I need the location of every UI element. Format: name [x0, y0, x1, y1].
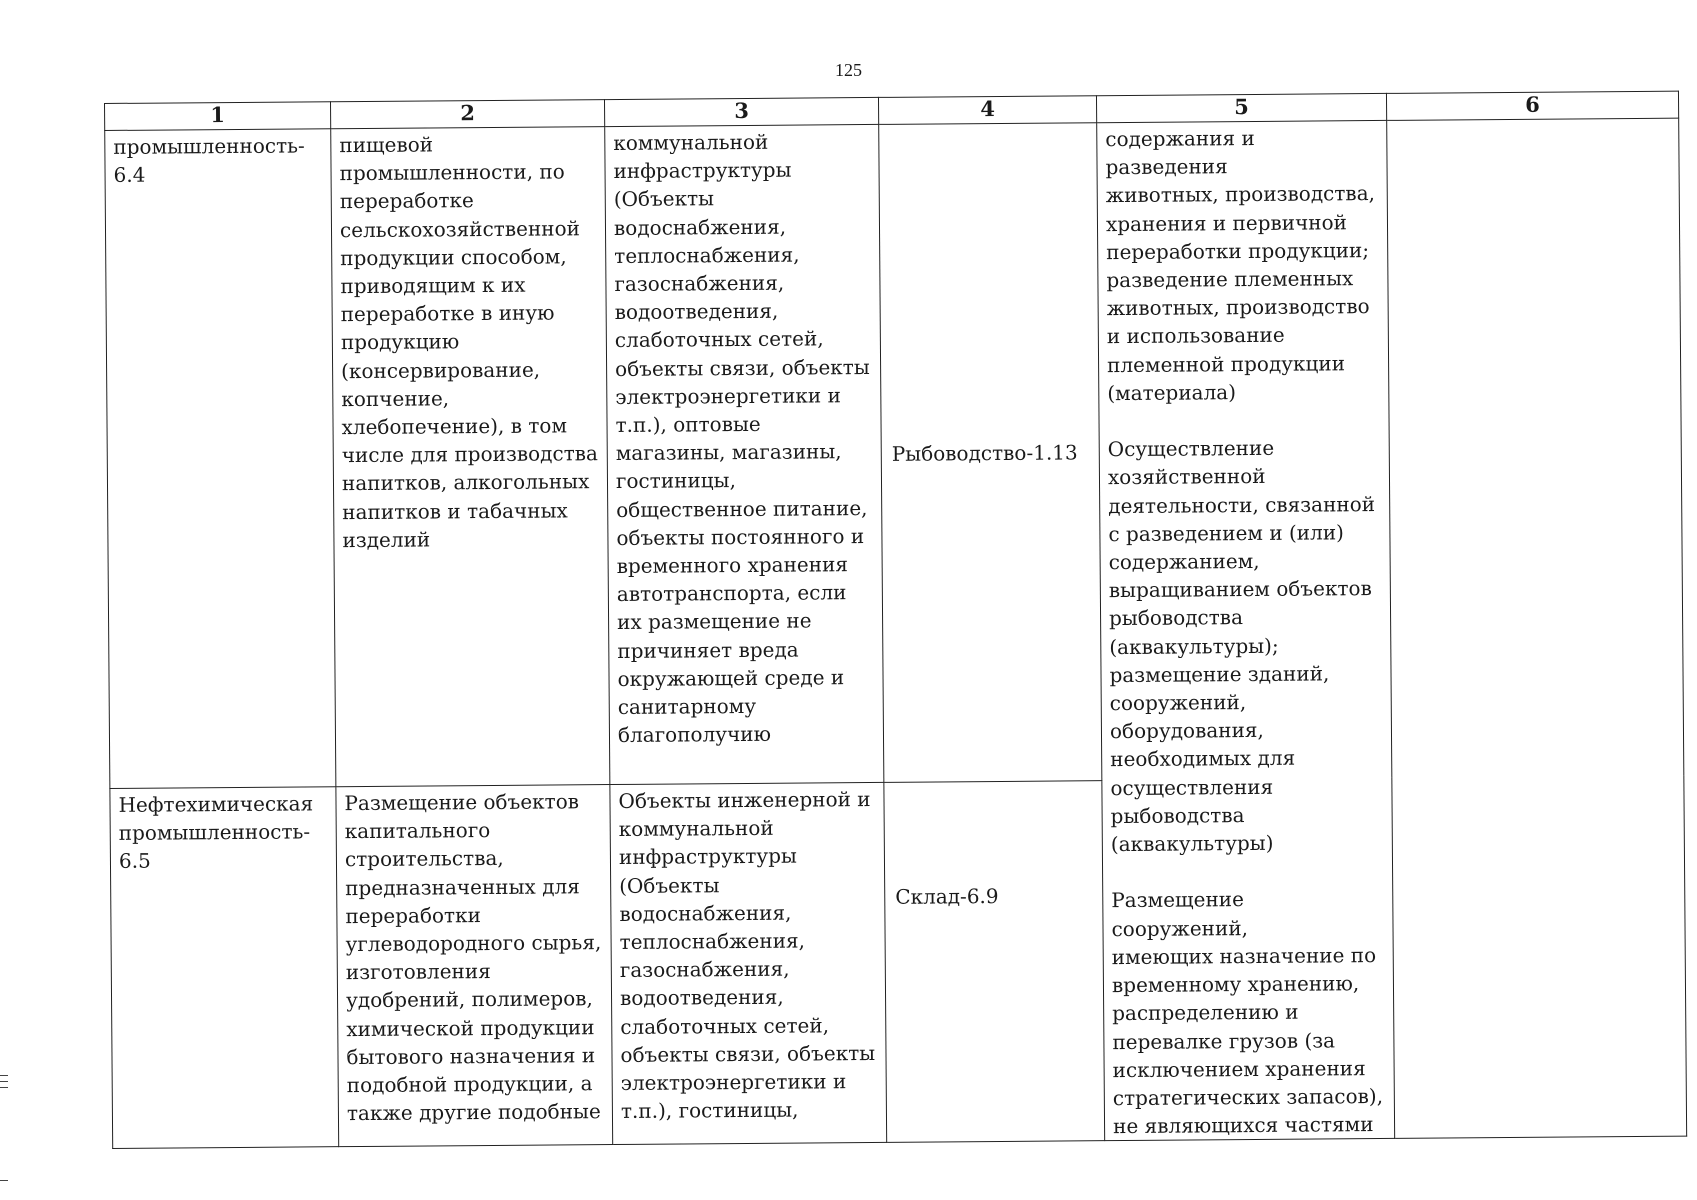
cell-text: Нефтехимическая промышленность- 6.5	[118, 791, 314, 874]
cell-text: промышленность- 6.4	[113, 133, 305, 188]
column-header-1: 1	[105, 102, 331, 131]
cell-land-use-name	[105, 129, 336, 789]
cell-text: пищевой промышленности, по переработке сельскохозяйственной продукции способом, приводящим к их переработке в иную продукцию (консервирование, копчение, хлебопечение), в том числе для производства напитков, алкогольных напитков и табачных изделий	[339, 132, 598, 552]
cell-text: содержания и разведения животных, производства, хранения и первичной переработки продукции; разведение племенных животных, производство и использование племенной продукции (материала) Осуществление хозяйственной деятельности, связанной с разведением и (или) содержанием, выращиванием объектов рыбоводства (аквакультуры); размещение зданий, сооружений, оборудования, необходимых для осуществления рыбоводства (аквакультуры) Размещение сооружений, имеющих назначение по временному хранению, распределению и перевалке грузов (за исключением хранения стратегических запасов), не являющихся частями	[1105, 125, 1384, 1139]
cell-text: Рыбоводство-1.13	[891, 440, 1078, 467]
cell-notes	[1387, 118, 1687, 1139]
table-row	[105, 118, 1684, 788]
cell-auxiliary-uses	[610, 782, 887, 1144]
cell-description	[336, 785, 613, 1147]
land-use-table	[104, 91, 1686, 1150]
cell-description	[331, 127, 610, 787]
cell-conditional-description	[1097, 120, 1395, 1141]
margin-mark	[0, 1087, 8, 1088]
column-header-3: 3	[604, 97, 878, 126]
column-header-5: 5	[1096, 93, 1386, 122]
page-number: 125	[835, 60, 862, 80]
cell-text: Размещение объектов капитального строительства, предназначенных для переработки углеводородного сырья, изготовления удобрений, полимеров, химической продукции бытового назначения и подобной продукции, а также другие подобные	[344, 789, 602, 1126]
cell-conditional-use	[884, 781, 1105, 1143]
margin-mark	[0, 1081, 8, 1082]
column-header-2: 2	[330, 100, 604, 129]
cell-text: Объекты инженерной и коммунальной инфраструктуры (Объекты водоснабжения, теплоснабжения, газоснабжения, водоотведения, слаботочных сетей, объекты связи, объекты электроэнергетики и т.п.), гостиницы,	[618, 786, 876, 1124]
cell-text: коммунальной инфраструктуры (Объекты водоснабжения, теплоснабжения, газоснабжения, водоотведения, слаботочных сетей, объекты связи, объекты электроэнергетики и т.п.), оптовые магазины, магазины, гостиницы, общественное питание, объекты постоянного и временного хранения автотранспорта, если их размещение не причиняет вреда окружающей среде и санитарному благополучию	[613, 129, 870, 748]
cell-conditional-use	[879, 123, 1102, 783]
cell-text: Склад-6.9	[895, 883, 999, 909]
cell-text	[1395, 121, 1672, 123]
cell-land-use-name	[110, 787, 339, 1149]
column-header-4: 4	[878, 96, 1096, 125]
cell-auxiliary-uses	[605, 124, 884, 784]
column-header-6: 6	[1386, 91, 1678, 120]
margin-mark	[0, 1075, 8, 1076]
margin-mark	[0, 1180, 8, 1181]
